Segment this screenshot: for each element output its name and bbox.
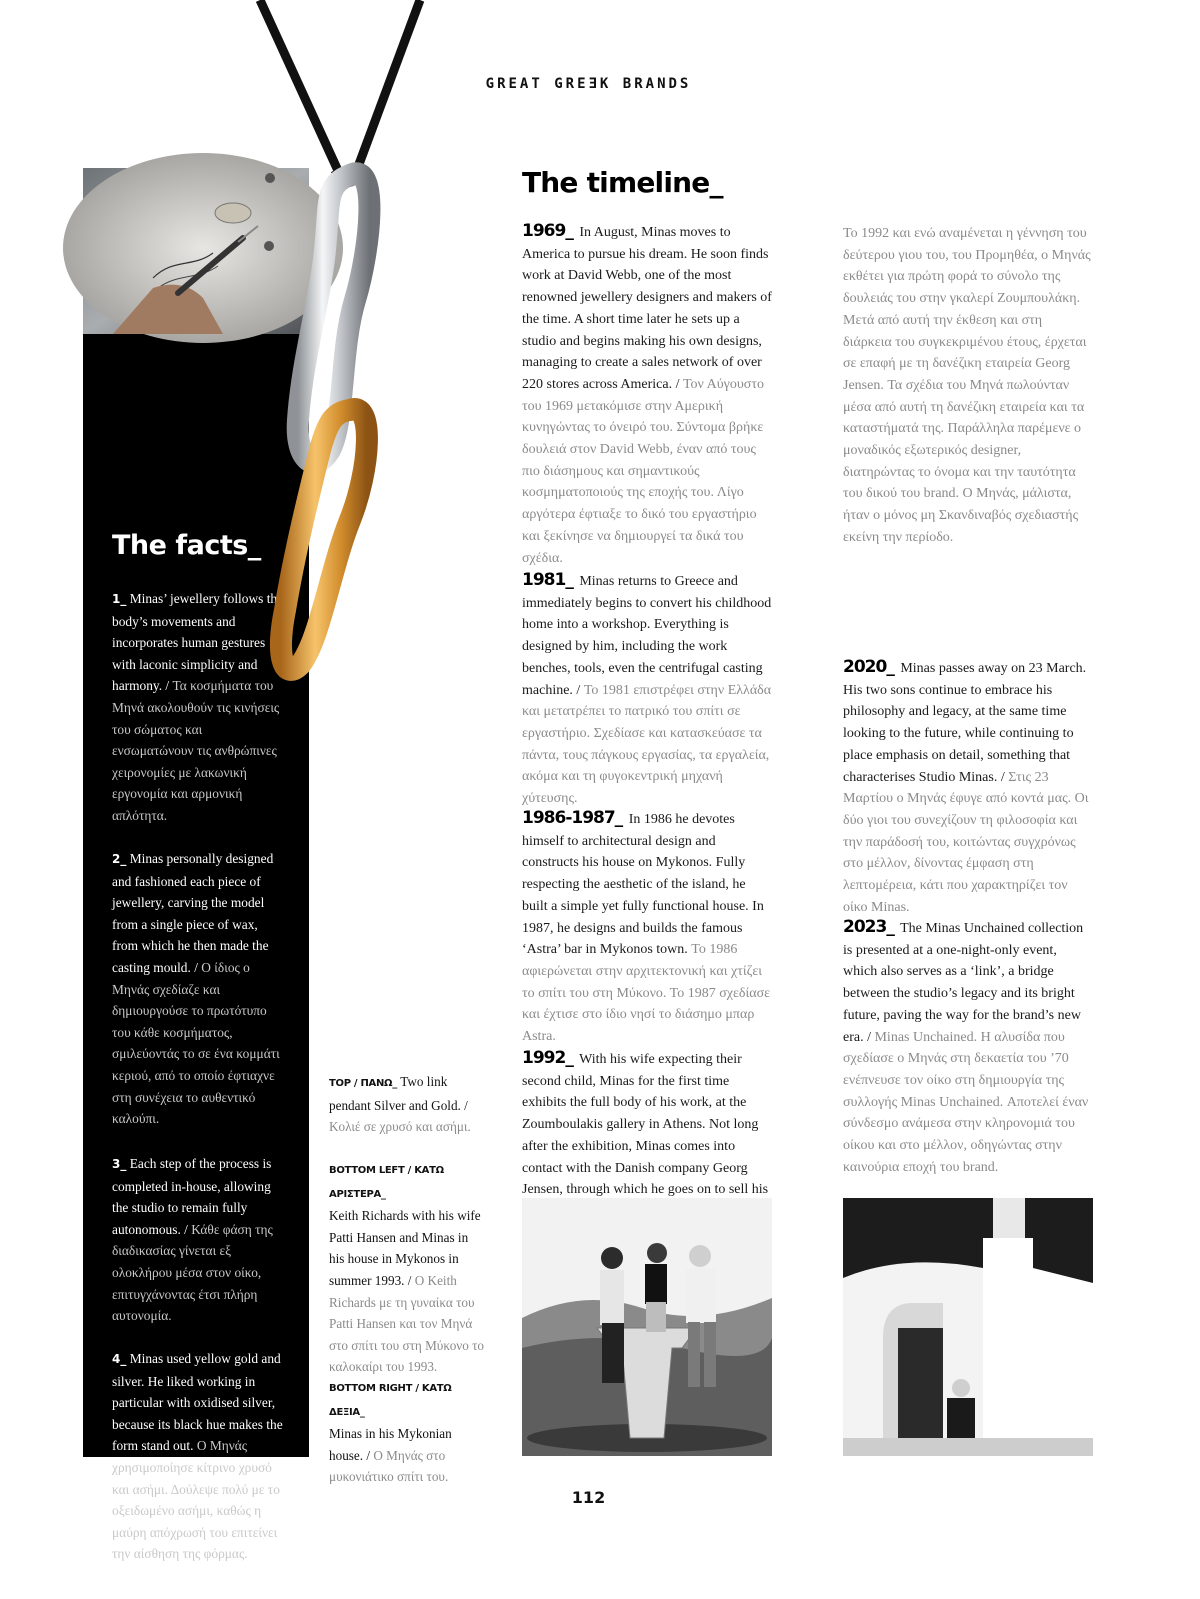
caption-label: BOTTOM LEFT / ΚΑΤΩ ΑΡΙΣΤΕΡΑ_ bbox=[329, 1165, 444, 1200]
timeline-entry-1986-1987 bbox=[522, 808, 772, 1048]
page-number: 112 bbox=[571, 1488, 606, 1507]
timeline-text-gr: Minas Unchained. Η αλυσίδα που σχεδίασε ο Μηνάς στη δεκαετία του ’70 ενέπνευσε τον οίκο στη δημιουργία της συλλογής Minas Unchained. Αποτελεί έναν σύνδεσμο ανάμεσα στην κληρονομιά του οίκου και στο μέλλον, οδηγώντας στην καινούρια εποχή του brand. bbox=[843, 1029, 1089, 1175]
caption-label: BOTTOM RIGHT / ΚΑΤΩ ΔΕΞΙΑ_ bbox=[329, 1383, 452, 1418]
two-link-pendant-image bbox=[230, 0, 430, 700]
timeline-year: 1981_ bbox=[522, 570, 573, 590]
mykonian-house-photo bbox=[843, 1198, 1093, 1456]
timeline-entry-1981: 1981_ Minas returns to Greece and immediately begins to convert his childhood home into a workshop. Everything is designed by him, including the work benches, tools, even the centrifugal casting machine. / Το 1981 επιστρέφει στην Ελλάδα και μετατρέπει το πατρικό του σπίτι σε εργαστήριο. Σχεδίασε και κατασκεύασε τα πάντα, τους πάγκους εργασίας, τα εργαλεία, ακόμα και τη φυγοκεντρική μηχανή χύτευσης. bbox=[522, 570, 772, 807]
timeline-text-en: In 1986 he devotes himself to architectural design and constructs his house on Mykonos. Fully respecting the aesthetic of the island, he built a simple yet fully functional house. In 1987, he designs and builds the famous ‘Astra’ bar in Mykonos town. bbox=[522, 812, 764, 958]
fact-text-gr: Ο ίδιος ο Μηνάς σχεδίαζε και δημιουργούσε το πρωτότυπο του κάθε κοσμήματος, σμιλεύοντάς το σε ένα κομμάτι κεριού, από το οποίο έφτιαχνε στη συνέχεια το αυθεντικό καλούπι. bbox=[112, 959, 280, 1127]
fact-item-1: 1_ Minas’ jewellery follows the body’s movements and incorporates human gestures with laconic simplicity and harmony. / Τα κοσμήματα του Μηνά ακολουθούν τις κινήσεις του σώματος και ενσωματώνουν τις ανθρώπινες χειρονομίες με λακωνική εργονομία και αρμονική απλότητα. bbox=[112, 591, 284, 823]
fact-text-en: Each step of the process is completed in-house, allowing the studio to remain fully autonomous. bbox=[112, 1156, 272, 1237]
timeline-year: 2020_ bbox=[843, 657, 894, 677]
fact-text-gr: Ο Μηνάς χρησιμοποίησε κίτρινο χρυσό και ασήμι. Δούλεψε πολύ με το οξειδωμένο ασήμι, καθώς η μαύρη απόχρωσή του επιτείνει την αίσθηση της φόρμας. bbox=[112, 1438, 280, 1562]
timeline-year: 1969_ bbox=[522, 221, 573, 241]
fact-number: 1_ bbox=[112, 592, 127, 606]
caption-text-gr: Κολιέ σε χρυσό και ασήμι. bbox=[329, 1119, 471, 1135]
timeline-year: 1986-1987_ bbox=[522, 808, 623, 828]
caption-text-en: Keith Richards with his wife Patti Hansen and Minas in his house in Mykonos in summer 1993. bbox=[329, 1208, 481, 1288]
timeline-entry-1992-continued bbox=[843, 223, 1093, 549]
facts-title: The facts_ bbox=[112, 530, 261, 561]
fact-number: 4_ bbox=[112, 1352, 127, 1366]
timeline-entry-1969: 1969_ In August, Minas moves to America to pursue his dream. He soon finds work at David Webb, one of the most renowned jewellery designers and makers of the time. A short time later he sets up a studio and begins making his own designs, managing to create a sales network of over 220 stores across America. / Τον Αύγουστο του 1969 μετακόμισε στην Αμερική κυνηγώντας το όνειρό του. Σύντομα βρήκε δουλειά στον David Webb, έναν από τους πιο διάσημους και σημαντικούς κοσμηματοποιούς της εποχής του. Λίγο αργότερα έφτιαξε το δικό του εργαστήριο και ξεκίνησε να δημιουργεί τα δικά του σχέδια. bbox=[522, 221, 772, 566]
caption-bottom-left: BOTTOM LEFT / ΚΑΤΩ ΑΡΙΣΤΕΡΑ_ Keith Richards with his wife Patti Hansen and Minas in his house in Mykonos in summer 1993. / Ο Keith Richards με τη γυναίκα του Patti Hansen και τον Μηνά στο σπίτι του στη Μύκονο το καλοκαίρι του 1993. bbox=[329, 1165, 485, 1375]
fact-item-2: 2_ Minas personally designed and fashioned each piece of jewellery, carving the model from a single piece of wax, from which he then made the casting mould. / Ο ίδιος ο Μηνάς σχεδίαζε και δημιουργούσε το πρωτότυπο του κάθε κοσμήματος, σμιλεύοντάς το σε ένα κομμάτι κεριού, από το οποίο έφτιαχνε στη συνέχεια το αυθεντικό καλούπι. bbox=[112, 851, 280, 1127]
timeline-text-gr: Στις 23 Μαρτίου ο Μηνάς έφυγε από κοντά μας. Οι δύο γιοι του συνεχίζουν τη φιλοσοφία και την παράδοσή του, κοιτώντας συγχρόνως στο μέλλον, δίνοντας έμφαση στη λεπτομέρεια, κάτι που χαρακτηρίζει τον οίκο Minas. bbox=[843, 769, 1089, 915]
caption-text-gr: Ο Μηνάς στο μυκονιάτικο σπίτι του. bbox=[329, 1447, 449, 1485]
fact-number: 3_ bbox=[112, 1157, 127, 1171]
caption-label: TOP / ΠΑΝΩ_ bbox=[329, 1078, 397, 1089]
timeline-entry-2023: 2023_ The Minas Unchained collection is presented at a one-night-only event, which also serves as a ‘link’, a bridge between the studio’s legacy and its bright future, paving the way for the brand’s new era. / Minas Unchained. Η αλυσίδα που σχεδίασε ο Μηνάς στη δεκαετία του ’70 ενέπνευσε τον οίκο στη δημιουργία της συλλογής Minas Unchained. Αποτελεί έναν σύνδεσμο ανάμεσα στην κληρονομιά του οίκου και στο μέλλον, οδηγώντας στην καινούρια εποχή του brand. bbox=[843, 917, 1089, 1175]
fact-text-en: Minas personally designed and fashioned each piece of jewellery, carving the model from a single piece of wax, from which he then made the casting mould. bbox=[112, 851, 274, 975]
timeline-text-gr: Τον Αύγουστο του 1969 μετακόμισε στην Αμερική κυνηγώντας το όνειρό του. Σύντομα βρήκε δουλειά στον David Webb, έναν από τους πιο διάσημους και σημαντικούς κοσμηματοποιούς της εποχής του. Λίγο αργότερα έφτιαξε το δικό του εργαστήριο και ξεκίνησε να δημιουργεί τα δικά του σχέδια. bbox=[522, 376, 764, 566]
timeline-text-gr: Το 1986 αφιερώνεται στην αρχιτεκτονική και χτίζει το σπίτι του στη Μύκονο. Το 1987 σχεδίασε και έχτισε στο ίδιο νησί το διάσημο μπαρ Astra. bbox=[522, 942, 771, 1045]
timeline-entry-1992 bbox=[522, 1048, 772, 1198]
fact-item-4 bbox=[112, 1348, 284, 1565]
fact-text-en: Minas used yellow gold and silver. He liked working in particular with oxidised silver, because its black hue makes the form stand out. bbox=[112, 1351, 283, 1454]
caption-bottom-right: BOTTOM RIGHT / ΚΑΤΩ ΔΕΞΙΑ_ Minas in his Mykonian house. / Ο Μηνάς στο μυκονιάτικο σπίτι του. bbox=[329, 1383, 452, 1485]
timeline-text-en: With his wife expecting their second child, Minas for the first time exhibits the full body of his work, at the Zoumboulakis gallery in Athens. Not long after the exhibition, Minas comes into contact with the Danish company Georg Jensen, through which he goes on to sell his bbox=[522, 1052, 769, 1198]
magazine-section-header: GREAT GREƎK BRANDS bbox=[485, 76, 692, 92]
timeline-text-gr: Το 1981 επιστρέφει στην Ελλάδα και μετατρέπει το πατρικό του σπίτι σε εργαστήριο. Σχεδίασε και κατασκεύασε τα πάντα, τους πάγκους εργασίας, τα εργαλεία, ακόμα και τη φυγοκεντρική μηχανή χύτευσης. bbox=[522, 682, 772, 807]
timeline-text-gr: Το 1992 και ενώ αναμένεται η γέννηση του δεύτερου γιου του, του Προμηθέα, ο Μηνάς εκθέτει για πρώτη φορά το σύνολο της δουλειάς του στην γκαλερί Ζουμπουλάκη. Μετά από αυτή την έκθεση και στη διάρκεια του συγκεκριμένου έτους, έρχεται σε επαφή με τη δανέζικη εταιρεία Georg Jensen. Τα σχέδια του Μηνά πωλούνταν μέσα από αυτή τη δανέζικη εταιρεία και τα καταστήματά της. Παράλληλα παρέμενε ο μοναδικός εξωτερικός designer, διατηρώντας το όνομα και την ταυτότητα του δικού του brand. Ο Μηνάς, μάλιστα, ήταν ο μόνος μη Σκανδιναβός σχεδιαστής εκείνη την περίοδο. bbox=[843, 226, 1091, 545]
timeline-text-en: In August, Minas moves to America to pursue his dream. He soon finds work at David Webb, one of the most renowned jewellery designers and makers of the time. A short time later he sets up a studio and begins making his own designs, managing to create a sales network of over 220 stores across America. bbox=[522, 225, 772, 392]
fact-number: 2_ bbox=[112, 852, 127, 866]
timeline-entry-2020: 2020_ Minas passes away on 23 March. His two sons continue to embrace his philosophy and legacy, at the same time looking to the future, while continuing to place emphasis on detail, something that characterises Studio Minas. / Στις 23 Μαρτίου ο Μηνάς έφυγε από κοντά μας. Οι δύο γιοι του συνεχίζουν τη φιλοσοφία και την παράδοσή του, κοιτώντας συγχρόνως στο μέλλον, δίνοντας έμφαση στη λεπτομέρεια, κάτι που χαρακτηρίζει τον οίκο Minas. bbox=[843, 657, 1089, 915]
fact-text-en: Minas’ jewellery follows the body’s movements and incorporates human gestures with laconic simplicity and harmony. bbox=[112, 591, 284, 694]
timeline-text-en: The Minas Unchained collection is presented at a one-night-only event, which also serves as a ‘link’, a bridge between the studio’s legacy and its bright future, paving the way for the brand’s new era. bbox=[843, 921, 1084, 1045]
keith-richards-photo bbox=[522, 1198, 772, 1456]
timeline-title: The timeline_ bbox=[522, 166, 723, 199]
timeline-text-en: Minas passes away on 23 March. His two sons continue to embrace his philosophy and legacy, at the same time looking to the future, while continuing to place emphasis on detail, something that characterises Studio Minas. bbox=[843, 661, 1087, 785]
caption-text-gr: Ο Keith Richards με τη γυναίκα του Patti Hansen και τον Μηνά στο σπίτι του στη Μύκονο το καλοκαίρι του 1993. bbox=[329, 1272, 485, 1375]
fact-text-gr: Κάθε φάση της διαδικασίας γίνεται εξ ολοκλήρου μέσα στον οίκο, επιτυγχάνοντας έτσι πλήρη αυτονομία. bbox=[112, 1221, 273, 1324]
timeline-year: 2023_ bbox=[843, 917, 894, 937]
fact-text-gr: Τα κοσμήματα του Μηνά ακολουθούν τις κινήσεις του σώματος και ενσωματώνουν τις ανθρώπινες χειρονομίες με λακωνική εργονομία και αρμονική απλότητα. bbox=[112, 678, 280, 823]
caption-text-en: Two link pendant Silver and Gold. bbox=[329, 1074, 461, 1113]
timeline-text-en: Minas returns to Greece and immediately begins to convert his childhood home into a workshop. Everything is designed by him, including the work benches, tools, even the centrifugal casting machine. bbox=[522, 574, 772, 698]
caption-top: TOP / ΠΑΝΩ_ Two link pendant Silver and Gold. / Κολιέ σε χρυσό και ασήμι. bbox=[329, 1074, 471, 1135]
caption-text-en: Minas in his Mykonian house. bbox=[329, 1426, 452, 1463]
fact-item-3: 3_ Each step of the process is completed in-house, allowing the studio to remain fully autonomous. / Κάθε φάση της διαδικασίας γίνεται εξ ολοκλήρου μέσα στον οίκο, επιτυγχάνοντας έτσι πλήρη αυτονομία. bbox=[112, 1156, 273, 1324]
timeline-year: 1992_ bbox=[522, 1048, 573, 1068]
